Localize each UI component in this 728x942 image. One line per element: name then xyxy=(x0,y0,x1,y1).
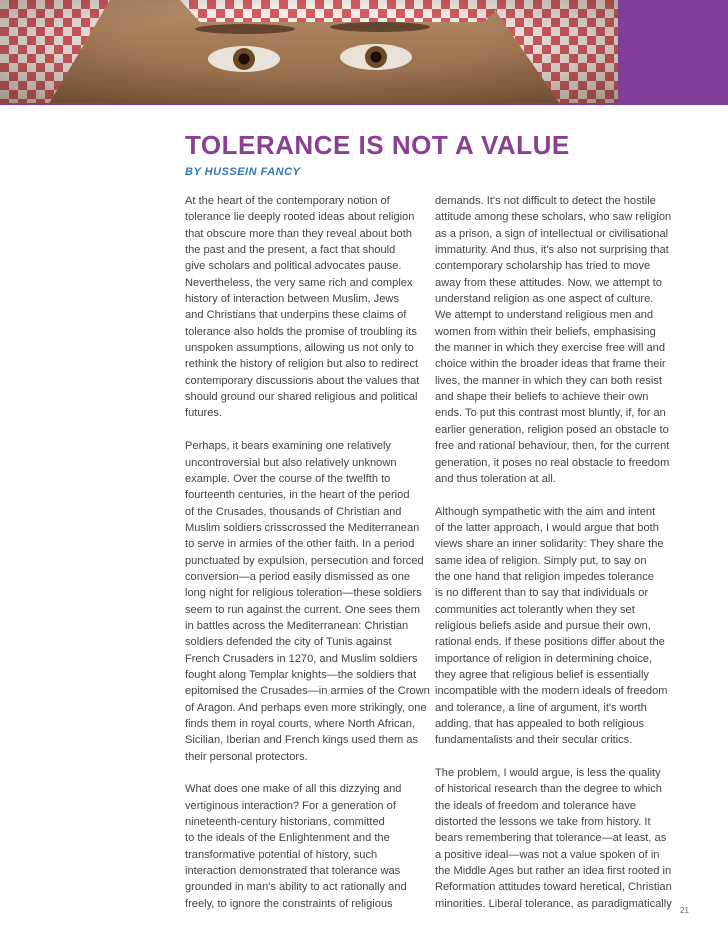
text-line: rethink the history of religion but also to redirect xyxy=(185,358,419,371)
purple-divider xyxy=(0,103,728,105)
text-line: freely, to ignore the constraints of religious xyxy=(185,897,393,910)
text-line: views share an inner solidarity: They share the xyxy=(435,538,664,551)
text-line: the ideals of freedom and tolerance have xyxy=(435,799,637,812)
text-line: demands. It's not difficult to detect the hostile xyxy=(435,195,656,207)
text-line: Muslim soldiers crisscrossed the Mediterranean xyxy=(185,521,420,534)
text-line: contemporary discussions about the values that xyxy=(185,374,420,387)
text-line: as a prison, a sign of intellectual or civilisational xyxy=(435,227,669,240)
text-line: immaturity. And thus, it's also not surprising that xyxy=(435,244,669,257)
text-line: understand religion as one aspect of culture. xyxy=(435,293,654,306)
text-line: Although sympathetic with the aim and intent xyxy=(435,505,656,518)
text-line: unspoken assumptions, allowing us not only to xyxy=(185,342,414,355)
text-line: free and rational behaviour, then, for the current xyxy=(435,440,670,453)
text-line: Perhaps, it bears examining one relatively xyxy=(185,440,391,453)
paragraph-gap xyxy=(185,765,417,781)
text-line: of Aragon. And perhaps even more strikingly, one xyxy=(185,701,427,714)
paragraph-gap xyxy=(435,487,667,503)
text-line: distorted the lessons we take from history. It xyxy=(435,816,651,829)
text-line: is no different than to say that individuals or xyxy=(435,587,649,600)
text-line: rational ends. If these positions differ about the xyxy=(435,636,665,649)
text-line: At the heart of the contemporary notion of xyxy=(185,195,390,207)
text-line: transformative potential of history, such xyxy=(185,848,378,861)
text-line: punctuated by expulsion, persecution and forced xyxy=(185,554,424,567)
text-line: fourteenth centuries, in the heart of the period xyxy=(185,489,410,502)
text-line: to the ideals of the Enlightenment and the xyxy=(185,832,390,845)
text-line: Nevertheless, the very same rich and complex xyxy=(185,276,413,289)
text-line: the manner in which they exercise free will and xyxy=(435,342,666,355)
text-line: earlier generation, religion posed an obstacle to xyxy=(435,423,669,436)
text-line: the Middle Ages but rather an idea first rooted in xyxy=(435,865,672,878)
text-line: contemporary scholarship has tried to move xyxy=(435,260,651,273)
text-line: and Christians that underpins these claims of xyxy=(185,309,407,322)
text-line: the one hand that religion impedes tolerance xyxy=(435,570,654,583)
text-line: finds them in royal courts, where North African, xyxy=(185,718,415,730)
text-line: fundamentalists and their secular critics. xyxy=(435,734,633,747)
text-line: futures. xyxy=(185,407,222,420)
text-line: French Crusaders in 1270, and Muslim soldiers xyxy=(185,652,418,665)
paragraph-gap xyxy=(435,749,667,765)
text-line: give scholars and political advocates pause. xyxy=(185,260,402,273)
text-line: adding, that has appealed to both religious xyxy=(435,718,645,730)
text-line: the past and the present, a fact that should xyxy=(185,244,396,257)
text-line: conversion—a period easily dismissed as one xyxy=(185,570,411,583)
text-line: lives, the manner in which they can both resist xyxy=(435,374,662,387)
text-line: soldiers defended the city of Tunis against xyxy=(185,636,392,649)
text-line: and shape their beliefs to achieve their own xyxy=(435,391,649,404)
text-line: incompatible with the modern ideals of freedom xyxy=(435,685,668,698)
text-line: We attempt to understand religious men and xyxy=(435,309,654,322)
header-photo xyxy=(0,0,618,103)
text-line: Reformation attitudes toward heretical, Christian xyxy=(435,881,672,894)
purple-accent-block xyxy=(618,0,728,103)
text-line: seem to run against the current. One sees them xyxy=(185,603,420,616)
text-line: in battles across the Mediterranean: Christian xyxy=(185,619,409,632)
text-line: of historical research than the degree to which xyxy=(435,783,662,796)
left-column xyxy=(185,193,430,912)
text-line: Sicilian, Iberian and French kings used them as xyxy=(185,734,419,747)
text-line: choice within the broader ideas that frame their xyxy=(435,358,666,371)
text-line: fought along Templar knights—the soldiers that xyxy=(185,668,417,681)
text-line: bears remembering that tolerance—at least, as xyxy=(435,832,667,845)
text-line: attitude among these scholars, who saw religion xyxy=(435,211,672,224)
text-line: history of interaction between Muslim, Jews xyxy=(185,293,399,306)
text-line: generation, it poses no real obstacle to freedom xyxy=(435,456,670,469)
text-line: communities act tolerantly when they set xyxy=(435,603,635,616)
text-line: nineteenth-century historians, committed xyxy=(185,816,385,829)
text-line: of the Crusades, thousands of Christian and xyxy=(185,505,402,518)
text-line: their personal protectors. xyxy=(185,750,308,763)
text-line: The problem, I would argue, is less the quality xyxy=(435,767,661,780)
text-line: example. Over the course of the twelfth to xyxy=(185,472,391,485)
text-line: grounded in man's ability to act rationally and xyxy=(185,881,407,894)
article-byline: BY HUSSEIN FANCY xyxy=(185,166,301,178)
text-line: should ground our shared religious and political xyxy=(185,391,418,404)
text-line: ends. To put this contrast most bluntly, if, for an xyxy=(435,407,666,420)
text-line: away from these attitudes. Now, we attempt to xyxy=(435,276,662,289)
text-line: of the latter approach, I would argue that both xyxy=(435,521,659,534)
text-line: and tolerance, a line of argument, it's worth xyxy=(435,701,647,714)
text-line: to serve in armies of the other faith. In a period xyxy=(185,538,415,551)
text-line: What does one make of all this dizzying and xyxy=(185,783,402,796)
page-number: 21 xyxy=(680,906,689,915)
article-title: TOLERANCE IS NOT A VALUE xyxy=(185,130,570,160)
text-line: a positive ideal—was not a value spoken of in xyxy=(435,848,660,861)
text-line: same idea of religion. Simply put, to say on xyxy=(435,554,647,567)
right-column xyxy=(435,193,672,912)
text-line: they agree that religious belief is essentially xyxy=(435,668,649,681)
text-line: religious beliefs aside and pursue their own, xyxy=(435,619,651,632)
text-line: epitomised the Crusades—in armies of the Crown xyxy=(185,685,430,698)
text-line: women from within their beliefs, emphasising xyxy=(435,325,656,338)
text-line: and thus toleration at all. xyxy=(435,472,556,485)
text-line: uncontroversial but also relatively unknown xyxy=(185,456,397,469)
paragraph-gap xyxy=(185,422,417,438)
text-line: minorities. Liberal tolerance, as paradigmatically xyxy=(435,897,672,910)
text-line: long night for religious toleration—these soldiers xyxy=(185,587,422,600)
text-line: that obscure more than they reveal about both xyxy=(185,227,412,240)
text-line: tolerance also holds the promise of troubling its xyxy=(185,325,417,338)
text-line: tolerance lie deeply rooted ideas about religion xyxy=(185,211,415,224)
text-line: interaction demonstrated that tolerance was xyxy=(185,865,401,878)
text-line: vertiginous interaction? For a generation of xyxy=(185,799,396,812)
text-line: importance of religion in determining choice, xyxy=(435,652,653,665)
